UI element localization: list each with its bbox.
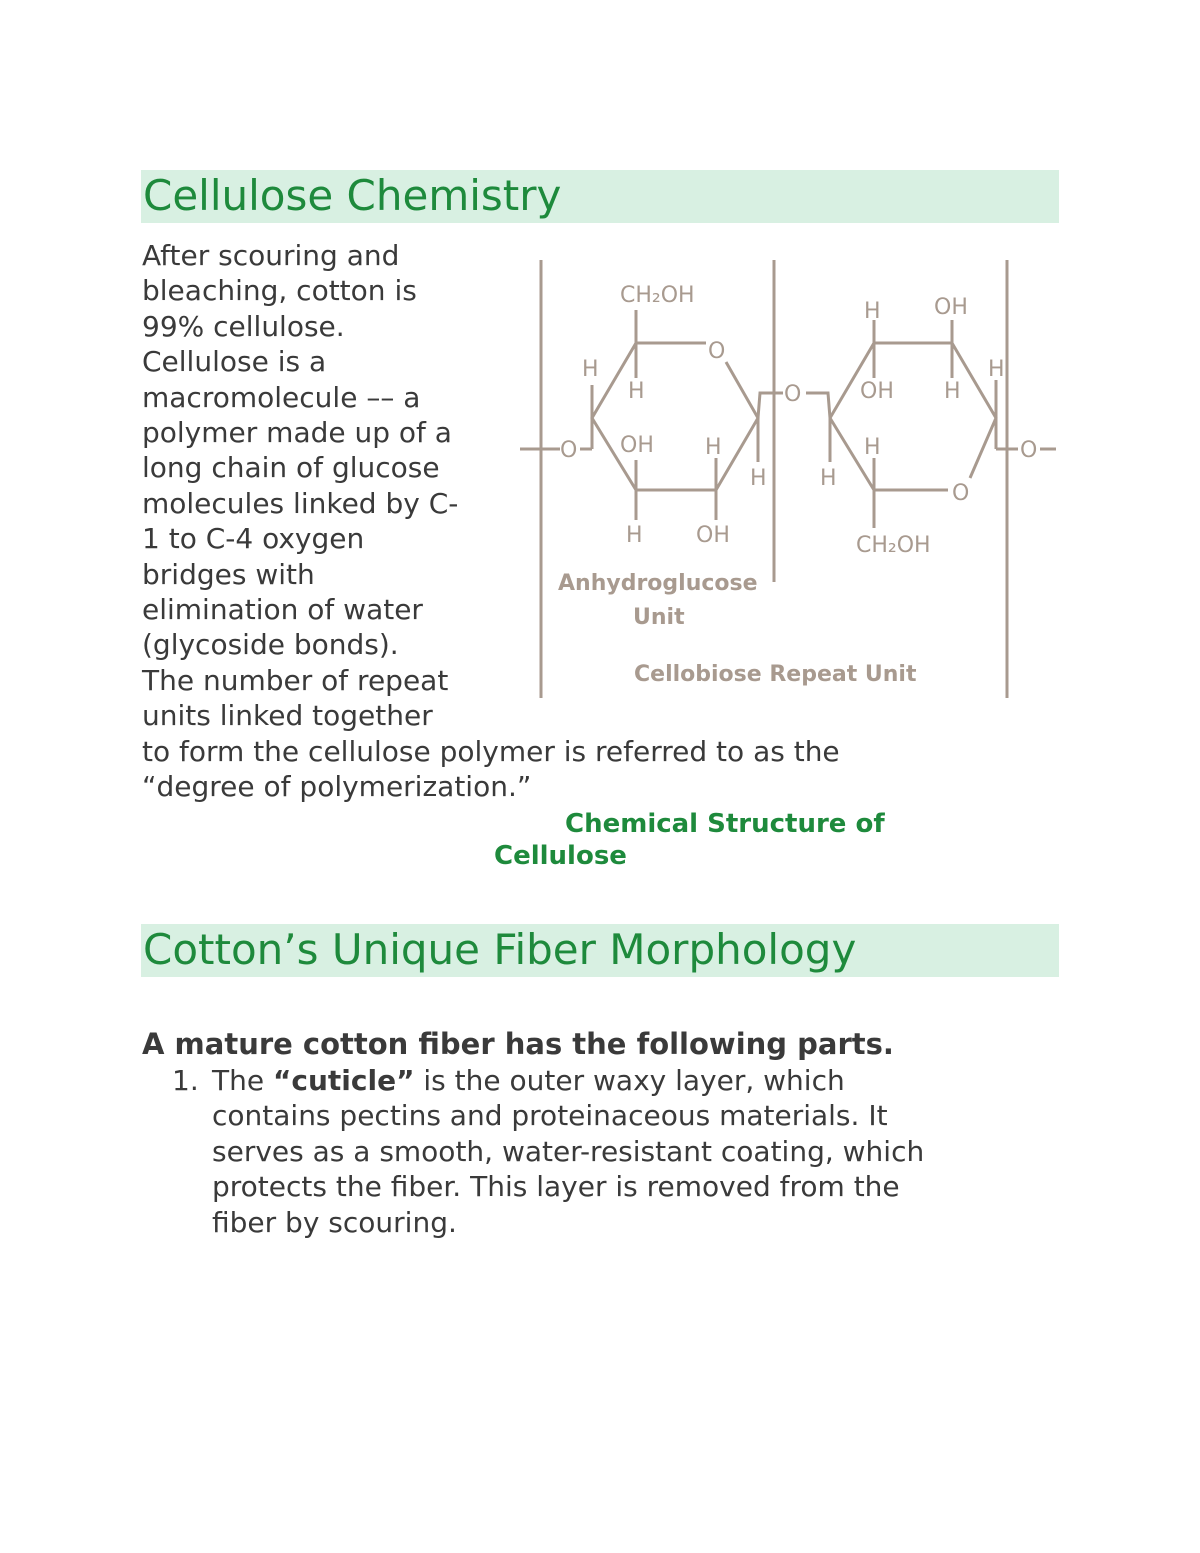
label-cellobiose-repeat-unit: Cellobiose Repeat Unit — [634, 662, 917, 687]
list-number: 1. — [172, 1064, 199, 1097]
paragraph-line: (glycoside bonds). — [142, 628, 399, 662]
paragraph-line: bridges with — [142, 557, 315, 591]
paragraph-line: 1 to C-4 oxygen — [142, 522, 365, 556]
paragraph-line: elimination of water — [142, 593, 423, 627]
paragraph-line: Cellulose is a — [142, 345, 327, 379]
label-h: H — [864, 299, 881, 324]
figure-caption-line1: Chemical Structure of — [565, 809, 885, 839]
list-line: protects the fiber. This layer is removed from the — [212, 1170, 900, 1204]
label-h: H — [750, 466, 767, 491]
list-line: serves as a smooth, water-resistant coating, which — [212, 1134, 925, 1168]
cellulose-structure-diagram — [515, 255, 1065, 705]
label-anhydroglucose-unit: Unit — [633, 605, 685, 630]
list-line — [212, 1063, 924, 1098]
label-bridge-oxygen-right: O — [1020, 438, 1038, 463]
label-h: H — [820, 466, 837, 491]
label-h: H — [988, 357, 1005, 382]
label-ch2oh-top: CH₂OH — [620, 283, 695, 308]
label-ring-oxygen-1: O — [708, 339, 726, 364]
paragraph-line: bleaching, cotton is — [142, 274, 417, 308]
label-h: H — [864, 435, 881, 460]
label-anhydroglucose: Anhydroglucose — [558, 571, 758, 596]
paragraph-line: “degree of polymerization.” — [142, 770, 532, 804]
label-h: H — [626, 523, 643, 548]
paragraph-line: long chain of glucose — [142, 451, 440, 485]
label-oh: OH — [934, 295, 968, 320]
section-heading-fiber-morphology: Cotton’s Unique Fiber Morphology — [141, 924, 1059, 977]
label-ring-oxygen-2: O — [952, 481, 970, 506]
list-line-rest: is the outer waxy layer, which — [414, 1064, 845, 1097]
label-ch2oh-bottom: CH₂OH — [856, 533, 931, 558]
list-line-prefix: The — [212, 1064, 273, 1097]
paragraph-line: units linked together — [142, 699, 433, 733]
label-h: H — [628, 379, 645, 404]
list-line: fiber by scouring. — [212, 1205, 457, 1239]
paragraph-line: to form the cellulose polymer is referred to as the — [142, 734, 840, 768]
label-oh: OH — [696, 523, 730, 548]
term-cuticle: “cuticle” — [272, 1064, 415, 1097]
label-h: H — [705, 435, 722, 460]
label-h: H — [944, 379, 961, 404]
section-heading-cellulose-chemistry: Cellulose Chemistry — [141, 170, 1059, 223]
paragraph-line: polymer made up of a — [142, 416, 452, 450]
paragraph-line: After scouring and — [142, 239, 400, 272]
label-oh: OH — [860, 379, 894, 404]
label-bridge-oxygen-left: O — [560, 438, 578, 463]
paragraph-line: molecules linked by C- — [142, 486, 459, 520]
list-item-body — [212, 1063, 924, 1240]
figure-caption-line2: Cellulose — [494, 841, 627, 871]
label-bridge-oxygen-middle: O — [784, 382, 802, 407]
label-h: H — [582, 357, 599, 382]
morphology-intro: A mature cotton fiber has the following parts. — [142, 1027, 894, 1061]
paragraph-line: macromolecule –– a — [142, 380, 421, 414]
list-line: contains pectins and proteinaceous materials. It — [212, 1099, 888, 1133]
label-oh: OH — [620, 433, 654, 458]
paragraph-line: 99% cellulose. — [142, 309, 345, 343]
paragraph-line: The number of repeat — [142, 663, 449, 697]
